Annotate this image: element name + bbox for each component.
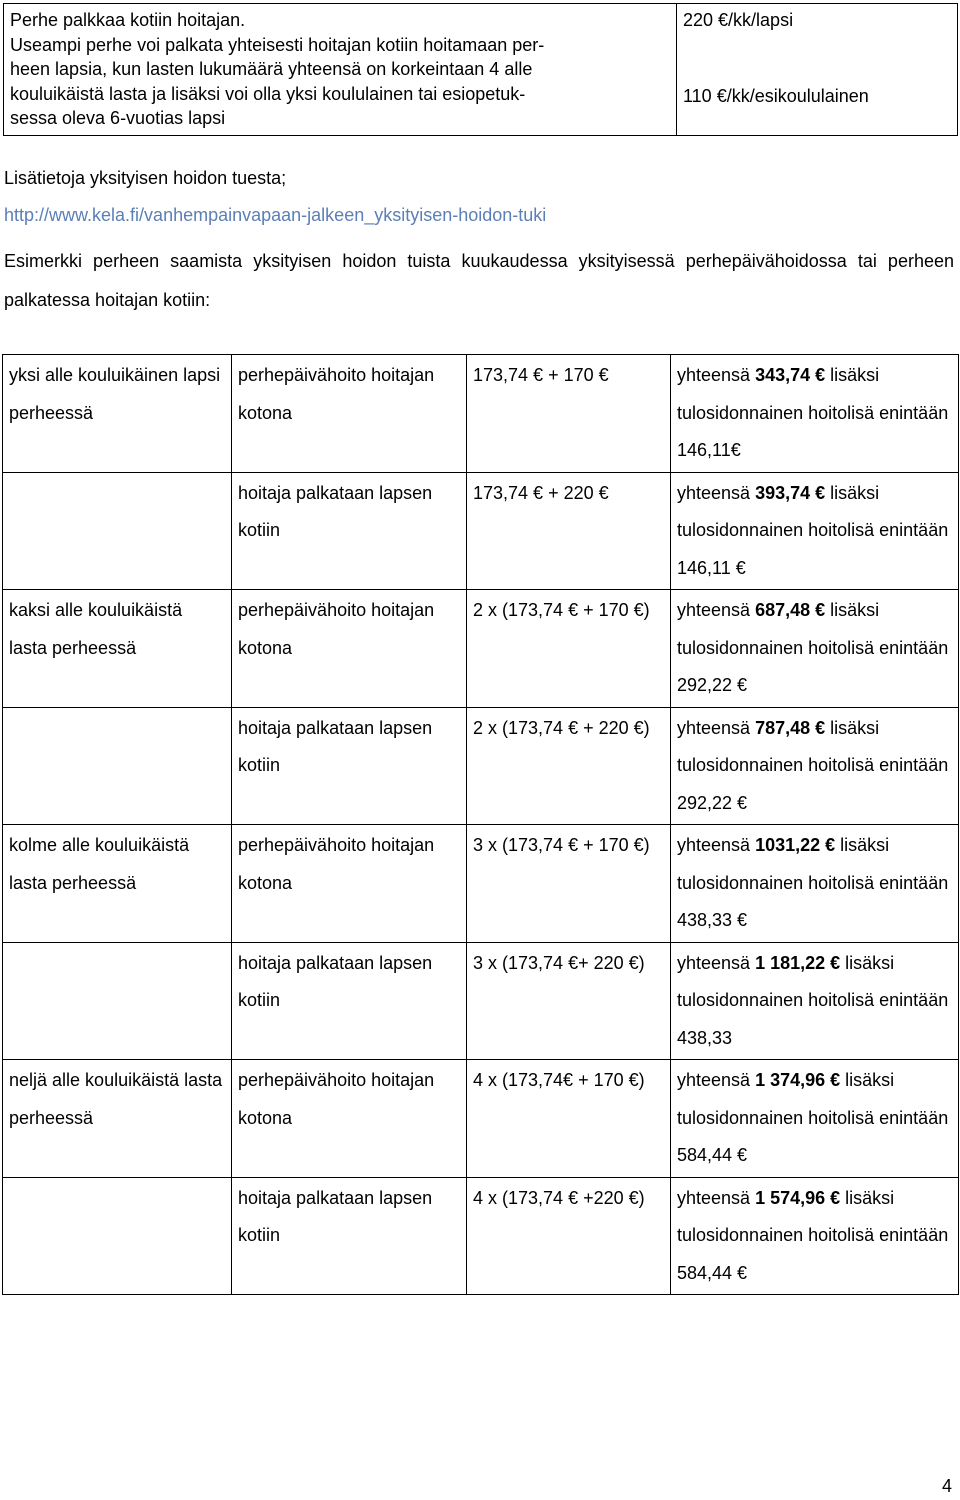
total-suffix: lisäksi tulosidonnainen hoitolisä enintään 292,22 € xyxy=(677,600,949,695)
total-prefix: yhteensä xyxy=(677,600,756,620)
care-type-cell: hoitaja palkataan lapsen kotiin xyxy=(232,942,467,1060)
total-cell xyxy=(671,590,959,708)
total-amount: 1 374,96 € xyxy=(755,1070,841,1090)
care-type-cell: perhepäivähoito hoitajan kotona xyxy=(232,825,467,943)
formula-cell: 4 x (173,74€ + 170 €) xyxy=(467,1060,671,1178)
total-amount: 787,48 € xyxy=(755,717,826,738)
total-cell xyxy=(671,825,959,943)
care-type-cell: perhepäivähoito hoitajan kotona xyxy=(232,355,467,473)
table-row xyxy=(3,825,959,943)
total-prefix: yhteensä xyxy=(677,365,756,385)
formula-cell: 4 x (173,74 € +220 €) xyxy=(467,1177,671,1295)
info-box-rates xyxy=(677,4,958,136)
table-row xyxy=(3,1060,959,1178)
description-line: kouluikäistä lasta ja lisäksi voi olla yksi koululainen tai esiopetuk- xyxy=(10,83,526,104)
formula-cell: 2 x (173,74 € + 220 €) xyxy=(467,707,671,825)
total-amount: 1 181,22 € xyxy=(755,952,841,973)
table-row xyxy=(3,707,959,825)
total-suffix: lisäksi tulosidonnainen hoitolisä enintään 438,33 € xyxy=(677,835,949,930)
total-prefix: yhteensä xyxy=(677,1070,756,1090)
total-cell xyxy=(671,942,959,1060)
family-cell: neljä alle kouluikäistä lasta perheessä xyxy=(3,1060,232,1178)
total-suffix: lisäksi tulosidonnainen hoitolisä enintään 438,33 xyxy=(677,952,949,1048)
description-line: sessa oleva 6-vuotias lapsi xyxy=(10,108,226,128)
total-suffix: lisäksi tulosidonnainen hoitolisä enintään 146,11 € xyxy=(677,482,949,578)
family-cell xyxy=(3,1177,232,1295)
formula-cell: 173,74 € + 220 € xyxy=(467,472,671,590)
formula-cell: 2 x (173,74 € + 170 €) xyxy=(467,590,671,708)
info-box xyxy=(3,3,958,136)
family-cell xyxy=(3,942,232,1060)
table-row xyxy=(3,355,959,473)
total-amount: 1031,22 € xyxy=(755,835,836,855)
care-type-cell: hoitaja palkataan lapsen kotiin xyxy=(232,707,467,825)
total-suffix: lisäksi tulosidonnainen hoitolisä enintään 584,44 € xyxy=(677,1187,949,1283)
care-type-cell: hoitaja palkataan lapsen kotiin xyxy=(232,472,467,590)
table-row xyxy=(3,472,959,590)
total-prefix: yhteensä xyxy=(677,1187,756,1208)
rate-child: 220 €/kk/lapsi xyxy=(683,10,794,30)
table-row xyxy=(3,590,959,708)
total-amount: 393,74 € xyxy=(755,482,826,503)
table-row xyxy=(3,1177,959,1295)
total-amount: 1 574,96 € xyxy=(755,1187,841,1208)
family-cell: kaksi alle kouluikäistä lasta perheessä xyxy=(3,590,232,708)
more-info-label: Lisätietoja yksityisen hoidon tuesta; xyxy=(4,168,287,188)
care-type-cell: hoitaja palkataan lapsen kotiin xyxy=(232,1177,467,1295)
care-type-cell: perhepäivähoito hoitajan kotona xyxy=(232,590,467,708)
total-prefix: yhteensä xyxy=(677,835,756,855)
total-suffix: lisäksi tulosidonnainen hoitolisä enintään 146,11€ xyxy=(677,365,949,460)
total-amount: 343,74 € xyxy=(755,365,826,385)
total-suffix: lisäksi tulosidonnainen hoitolisä enintään 292,22 € xyxy=(677,717,949,813)
description-line: heen lapsia, kun lasten lukumäärä yhteensä on korkeintaan 4 alle xyxy=(10,59,533,79)
care-type-cell: perhepäivähoito hoitajan kotona xyxy=(232,1060,467,1178)
total-suffix: lisäksi tulosidonnainen hoitolisä enintään 584,44 € xyxy=(677,1070,949,1165)
table-row xyxy=(3,942,959,1060)
family-cell xyxy=(3,472,232,590)
formula-cell: 3 x (173,74 € + 170 €) xyxy=(467,825,671,943)
description-line: Useampi perhe voi palkata yhteisesti hoitajan kotiin hoitamaan per- xyxy=(10,34,545,55)
total-prefix: yhteensä xyxy=(677,482,756,503)
page-number: 4 xyxy=(941,1476,952,1496)
formula-cell: 3 x (173,74 €+ 220 €) xyxy=(467,942,671,1060)
total-cell xyxy=(671,1060,959,1178)
total-cell xyxy=(671,355,959,473)
support-table xyxy=(2,354,959,1295)
total-cell xyxy=(671,472,959,590)
info-box-description xyxy=(4,4,677,136)
total-prefix: yhteensä xyxy=(677,952,756,973)
description-line: Perhe palkkaa kotiin hoitajan. xyxy=(10,10,246,30)
example-intro: Esimerkki perheen saamista yksityisen hoidon tuista kuukaudessa yksityisessä perhepäivähoidossa tai perheen palkatessa hoitajan kotiin: xyxy=(4,251,954,310)
total-amount: 687,48 € xyxy=(755,600,826,620)
total-cell xyxy=(671,707,959,825)
formula-cell: 173,74 € + 170 € xyxy=(467,355,671,473)
family-cell: yksi alle kouluikäinen lapsi perheessä xyxy=(3,355,232,473)
total-prefix: yhteensä xyxy=(677,717,756,738)
family-cell xyxy=(3,707,232,825)
kela-link[interactable]: http://www.kela.fi/vanhempainvapaan-jalkeen_yksityisen-hoidon-tuki xyxy=(4,205,547,225)
rate-preschool: 110 €/kk/esikoululainen xyxy=(683,86,869,106)
total-cell xyxy=(671,1177,959,1295)
family-cell: kolme alle kouluikäistä lasta perheessä xyxy=(3,825,232,943)
